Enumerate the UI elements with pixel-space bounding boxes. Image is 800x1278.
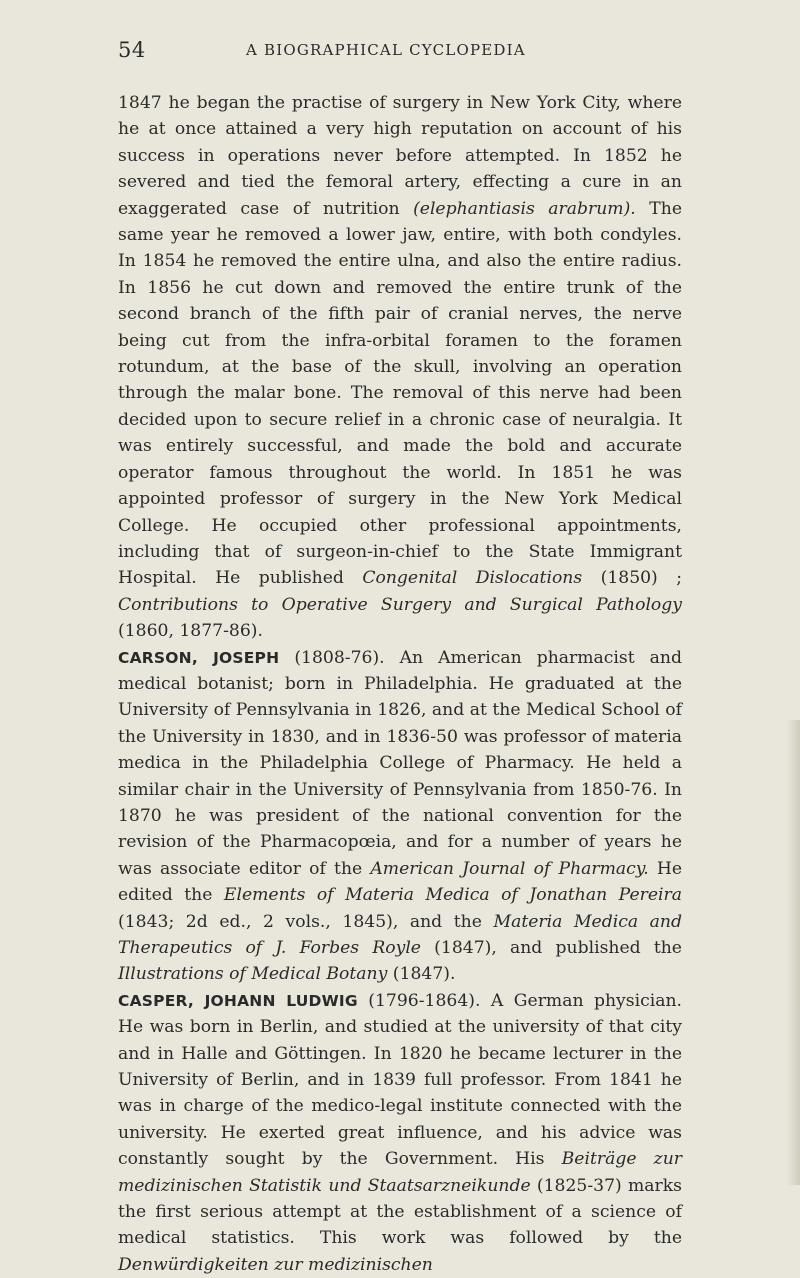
text-run: (1843; 2d ed., 2 vols., 1845), and the [118,911,494,932]
text-run: (1850) ; [582,568,682,589]
italic-title: Contributions to Operative Surgery and Surgical Pathology [118,594,682,615]
entry-headword: CARSON, JOSEPH [118,648,280,667]
italic-title: American Journal of Pharmacy. [370,858,649,879]
text-run: 1847 he began the practise of surgery in New York City, where he at once attained a very high reputation on account of his success in operations never before attempted. In 1852 he severed and tied the femoral artery, effecting a cure in an exaggerated case of nutrition [118,93,682,219]
italic-title: Congenital Dislocations [362,568,583,589]
entry-headword: CASPER, JOHANN LUDWIG [118,991,358,1010]
page-edge-shadow [786,720,800,1185]
italic-title: Denwürdigkeiten zur medizinischen [118,1254,433,1275]
text-run: (1847). [387,964,456,985]
entry-carson-joseph [118,645,682,988]
text-run: The same year he removed a lower jaw, entire, with both condyles. In 1854 he removed the entire ulna, and also the entire radius. In 1856 he cut down and removed the entire trunk of the second branch of the fifth pair of cranial nerves, the nerve being cut from the infra-orbital foramen to the foramen rotundum, at the base of the skull, involving an operation through the malar bone. The removal of this nerve had been decided upon to secure relief in a chronic case of neuralgia. It was entirely successful, and made the bold and accurate operator famous throughout the world. In 1851 he was appointed professor of surgery in the New York Medical College. He occupied other professional appointments, including that of surgeon-in-chief to the State Immigrant Hospital. He published [118,198,683,589]
entry-casper-johann-ludwig [118,988,682,1278]
italic-title: Illustrations of Medical Botany [118,964,388,985]
text-run: (1825-37) marks the first serious attempt at the establishment of a science of medical statistics. This work was followed by the [118,1175,682,1249]
text-run: (1847), and published the [420,938,682,958]
text-run: He edited the [118,858,683,906]
italic-title: Beiträge zur medizinischen Statistik und Staatsarzneikunde [118,1149,682,1196]
text-run: (1860, 1877-86). [118,621,263,642]
italic-title: Materia Medica and Therapeutics of J. Forbes Royle [118,911,682,958]
italic-title: Elements of Materia Medica of Jonathan Pereira [223,885,682,906]
running-title: A BIOGRAPHICAL CYCLOPEDIA [246,41,526,59]
page-header [118,38,688,60]
paragraph-continuation [118,90,682,645]
text-run: (1808-76). An American pharmacist and medical botanist; born in Philadelphia. He graduated at the University of Pennsylvania in 1826, and at the Medical School of the University in 1830, and in 1836-50 was professor of materia medica in the Philadelphia College of Pharmacy. He held a similar chair in the University of Pennsylvania from 1850-76. In 1870 he was president of the national convention for the revision of the Pharmacopœia, and for a number of years he was associate editor of the [118,647,682,879]
italic-title: (elephantiasis arabrum). [413,198,636,219]
text-run: (1796-1864). A German physician. He was born in Berlin, and studied at the university of that city and in Halle and Göttingen. In 1820 he became lecturer in the University of Berlin, and in 1839 full professor. From 1841 he was in charge of the medico-legal institute connected with the university. He exerted great influence, and his advice was constantly sought by the Government. His [118,990,682,1170]
page-number: 54 [118,38,146,62]
body-text [118,90,682,1278]
